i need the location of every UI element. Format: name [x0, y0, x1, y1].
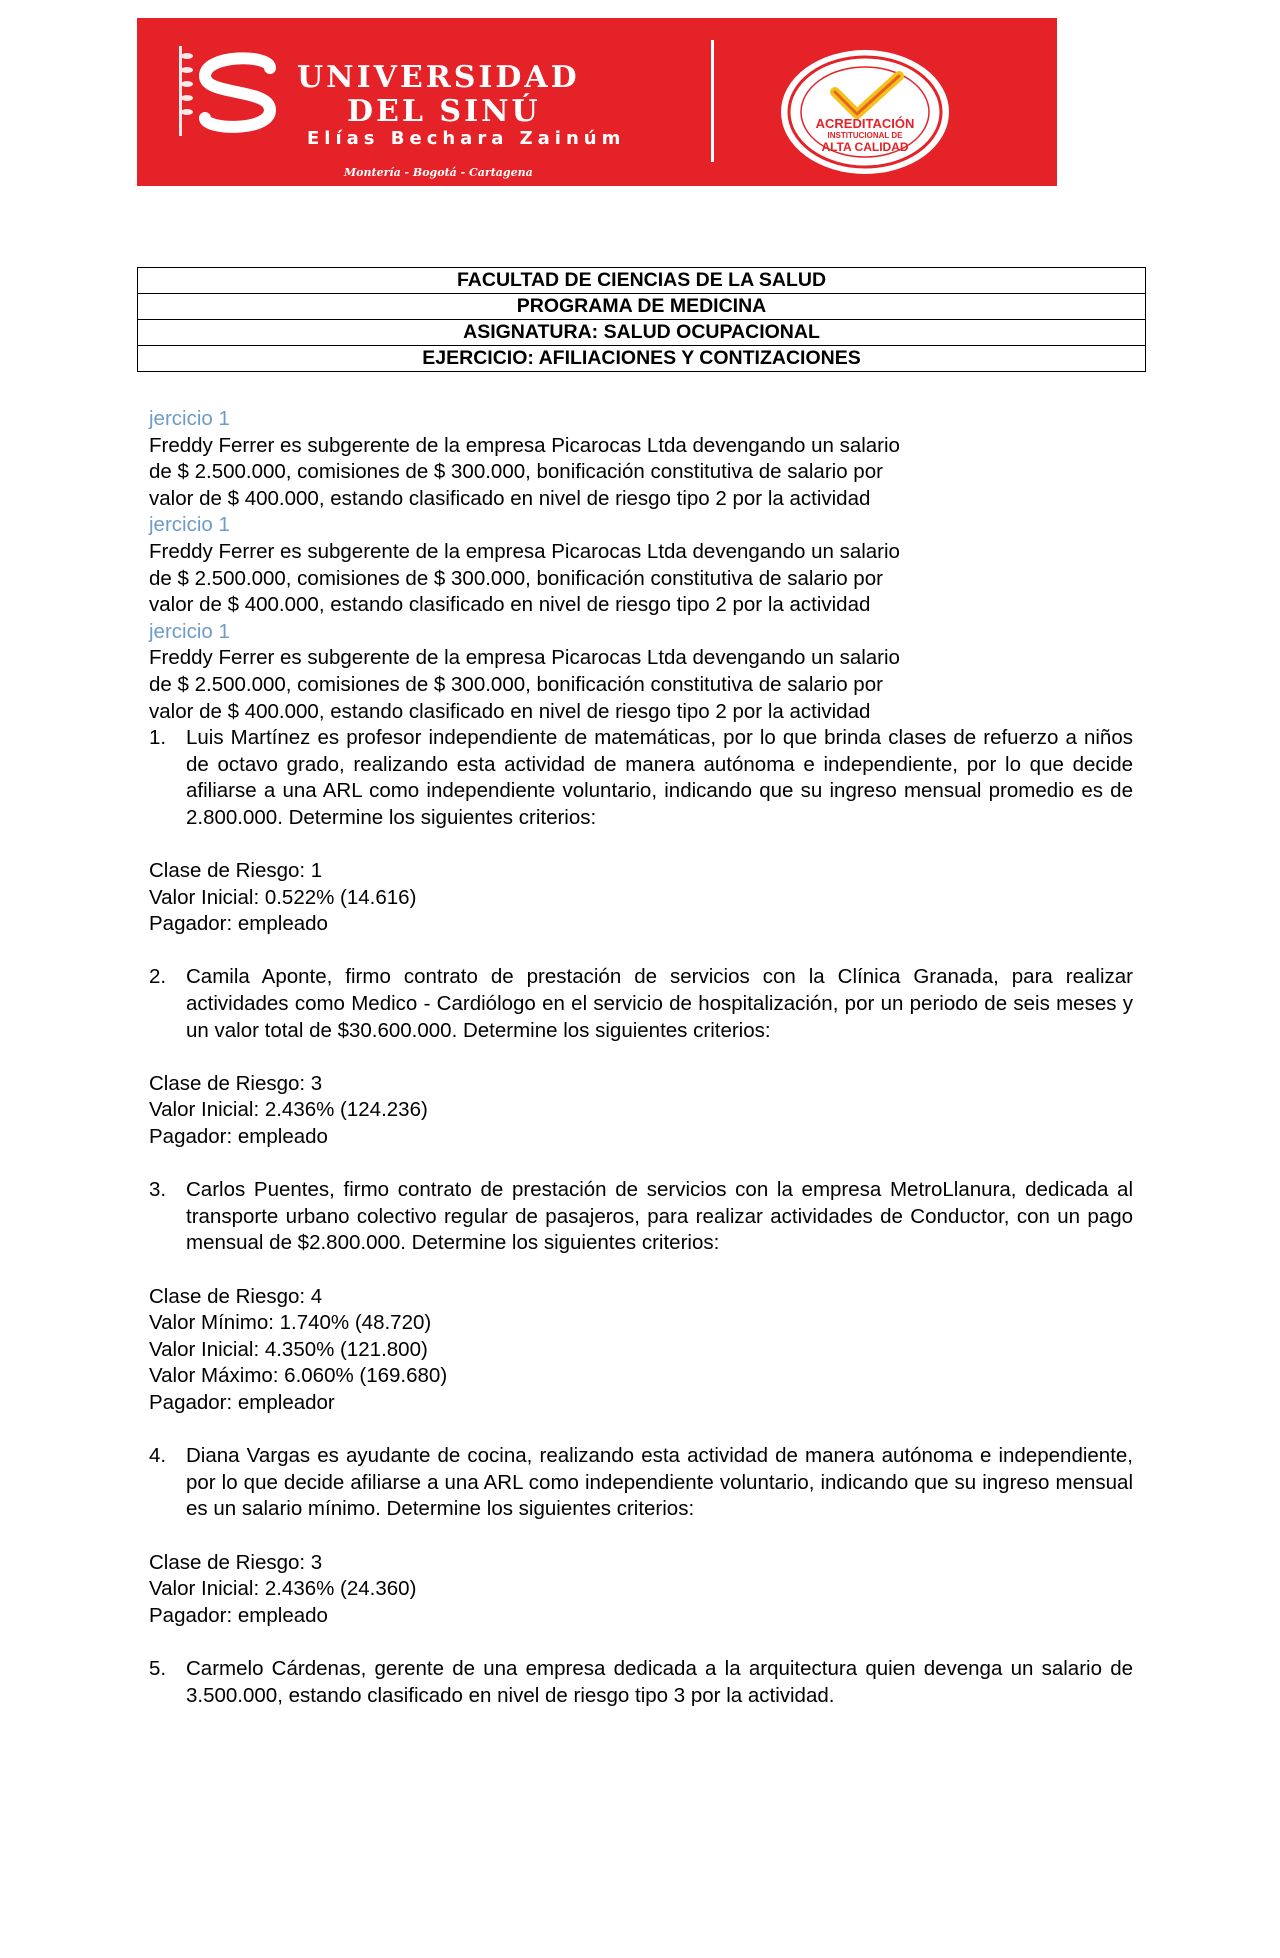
- block-line: Freddy Ferrer es subgerente de la empresa Picarocas Ltda devengando un salario: [149, 646, 900, 670]
- seal-main-text: ACREDITACIÓN: [815, 116, 915, 131]
- document-body: [149, 406, 1133, 1709]
- block-heading: jercicio 1: [149, 513, 230, 537]
- exercise-number: 4.: [149, 1444, 167, 1468]
- course-header-table: [137, 267, 1146, 372]
- repeated-block: [149, 512, 1133, 618]
- exercise-text: Carmelo Cárdenas, gerente de una empresa dedicada a la arquitectura quien devenga un salario de 3.500.000, estando clasificado en nivel de riesgo tipo 3 por la actividad.: [186, 1656, 1133, 1707]
- block-heading: jercicio 1: [149, 407, 230, 430]
- exercise-item: [149, 1656, 1133, 1709]
- university-cities: Montería - Bogotá - Cartagena: [344, 166, 533, 179]
- block-heading: jercicio 1: [149, 619, 230, 643]
- university-name-line1: UNIVERSIDAD: [297, 60, 580, 95]
- answer-line: Pagador: empleado: [149, 912, 328, 936]
- block-line: de $ 2.500.000, comisiones de $ 300.000, bonificación constitutiva de salario por: [149, 566, 883, 590]
- answer-line: Valor Inicial: 2.436% (124.236): [149, 1098, 428, 1122]
- block-line: Freddy Ferrer es subgerente de la empresa Picarocas Ltda devengando un salario: [149, 539, 900, 563]
- repeated-block: [149, 619, 1133, 725]
- block-line: valor de $ 400.000, estando clasificado en nivel de riesgo tipo 2 por la actividad: [149, 486, 871, 510]
- exercise-cell: EJERCICIO: AFILIACIONES Y CONTIZACIONES: [138, 346, 1146, 372]
- seal-sub-text-1: INSTITUCIONAL DE: [827, 131, 903, 140]
- accreditation-seal-icon: [777, 48, 953, 176]
- answer-line: Pagador: empleado: [149, 1603, 328, 1627]
- program-cell: PROGRAMA DE MEDICINA: [138, 294, 1146, 320]
- seal-sub-text-2: ALTA CALIDAD: [821, 140, 909, 154]
- block-line: de $ 2.500.000, comisiones de $ 300.000, bonificación constitutiva de salario por: [149, 672, 883, 696]
- answer-line: Pagador: empleador: [149, 1390, 335, 1414]
- exercise-text: Carlos Puentes, firmo contrato de prestación de servicios con la empresa MetroLlanura, dedicada al transporte urbano colectivo regular de pasajeros, para realizar actividades de Conductor, con un pago mensual de $2.800.000. Determine los siguientes criterios:: [186, 1178, 1133, 1255]
- answer-line: Clase de Riesgo: 4: [149, 1284, 323, 1308]
- university-banner: [137, 18, 1057, 186]
- answer-line: Valor Máximo: 6.060% (169.680): [149, 1364, 448, 1388]
- exercise-number: 1.: [149, 726, 167, 750]
- answer-line: Pagador: empleado: [149, 1125, 328, 1149]
- accreditation-seal: [777, 48, 953, 176]
- exercise-item: [149, 1177, 1133, 1257]
- exercise-text: Luis Martínez es profesor independiente de matemáticas, por lo que brinda clases de refuerzo a niños de octavo grado, realizando esta actividad de manera autónoma e independiente, por lo que decide afiliarse a una ARL como independiente voluntario, indicando que su ingreso mensual promedio es de 2.800.000. Determine los siguientes criterios:: [186, 726, 1133, 829]
- exercise-number: 2.: [149, 965, 167, 989]
- exercise-number: 5.: [149, 1656, 167, 1680]
- exercise-text: Diana Vargas es ayudante de cocina, realizando esta actividad de manera autónoma e independiente, por lo que decide afiliarse a una ARL como independiente voluntario, indicando que su ingreso mensual es un salario mínimo. Determine los siguientes criterios:: [186, 1444, 1133, 1521]
- answer-line: Valor Mínimo: 1.740% (48.720): [149, 1311, 432, 1335]
- exercise-item: [149, 964, 1133, 1044]
- exercise-item: [149, 1443, 1133, 1523]
- university-logo-icon: [175, 26, 295, 146]
- block-line: de $ 2.500.000, comisiones de $ 300.000, bonificación constitutiva de salario por: [149, 460, 883, 484]
- block-line: valor de $ 400.000, estando clasificado en nivel de riesgo tipo 2 por la actividad: [149, 699, 871, 723]
- university-name-line2: DEL SINÚ: [347, 94, 541, 129]
- answer-line: Valor Inicial: 2.436% (24.360): [149, 1577, 417, 1601]
- faculty-cell: FACULTAD DE CIENCIAS DE LA SALUD: [138, 268, 1146, 294]
- answer-line: Clase de Riesgo: 3: [149, 1071, 323, 1095]
- answer-line: Valor Inicial: 4.350% (121.800): [149, 1337, 428, 1361]
- repeated-block: [149, 406, 1133, 512]
- subject-cell: ASIGNATURA: SALUD OCUPACIONAL: [138, 320, 1146, 346]
- exercise-text: Camila Aponte, firmo contrato de prestación de servicios con la Clínica Granada, para realizar actividades como Medico - Cardiólogo en el servicio de hospitalización, por un periodo de seis meses y un valor total de $30.600.000. Determine los siguientes criterios:: [186, 965, 1133, 1042]
- banner-divider: [711, 40, 714, 162]
- university-name-line3: Elías Bechara Zainúm: [307, 128, 626, 149]
- answer-line: Valor Inicial: 0.522% (14.616): [149, 885, 417, 909]
- block-line: valor de $ 400.000, estando clasificado en nivel de riesgo tipo 2 por la actividad: [149, 593, 871, 617]
- exercise-item: [149, 725, 1133, 831]
- exercise-number: 3.: [149, 1178, 167, 1202]
- answer-line: Clase de Riesgo: 3: [149, 1550, 323, 1574]
- block-line: Freddy Ferrer es subgerente de la empresa Picarocas Ltda devengando un salario: [149, 433, 900, 457]
- answer-line: Clase de Riesgo: 1: [149, 859, 323, 883]
